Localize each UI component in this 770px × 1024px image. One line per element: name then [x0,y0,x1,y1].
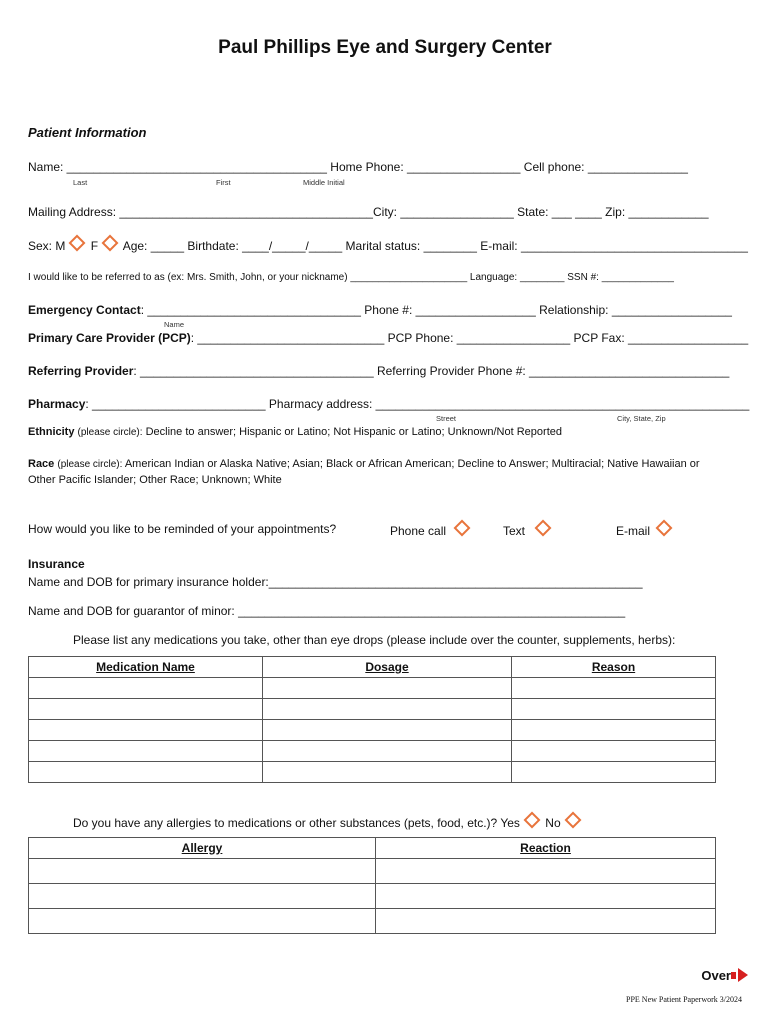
table-row [29,762,716,783]
reminder-email-option[interactable] [616,522,674,538]
footer-version: PPE New Patient Paperwork 3/2024 [626,995,742,1004]
medications-header-name: Medication Name [29,657,263,678]
reminder-email-label: E-mail [616,524,651,538]
medications-prompt: Please list any medications you take, other than eye drops (please include over the counter, supplements, herbs): [73,633,676,647]
allergies-yes-checkbox-icon[interactable] [523,812,540,829]
name-sublabel-first: First [216,178,231,187]
medication-name-cell[interactable] [29,720,263,741]
pharmacy-fields[interactable]: : __________________________ Pharmacy address: ________________________________________________________ [85,397,750,411]
reminder-question: How would you like to be reminded of your appointments? [28,522,337,536]
name-sublabel-middle: Middle Initial [303,178,345,187]
reminder-text-label: Text [503,524,526,538]
pharmacy-sublabel-street: Street [436,414,457,423]
medication-reason-cell[interactable] [512,762,716,783]
allergies-table [28,837,716,934]
race-note: (please circle): [57,459,123,470]
allergy-cell[interactable] [29,884,376,909]
pcp-fields[interactable]: : ____________________________ PCP Phone: _________________ PCP Fax: __________________ [190,331,749,345]
medication-dosage-cell[interactable] [263,762,512,783]
referring-provider-label: Referring Provider [28,364,134,378]
medications-table [28,656,716,783]
medication-reason-cell[interactable] [512,699,716,720]
medication-reason-cell[interactable] [512,678,716,699]
allergies-question-row [73,814,583,830]
medication-name-cell[interactable] [29,762,263,783]
referring-provider-row[interactable] [28,364,729,378]
medication-dosage-cell[interactable] [263,720,512,741]
page-title: Paul Phillips Eye and Surgery Center [218,37,552,58]
sex-label: Sex: M [28,239,66,253]
emergency-contact-label: Emergency Contact [28,303,141,317]
ethnicity-note: (please circle): [77,427,143,438]
medications-header-reason: Reason [512,657,716,678]
over-label: Over [701,968,731,983]
pharmacy-label: Pharmacy [28,397,86,411]
name-row[interactable]: Name: _______________________________________ Home Phone: _________________ Cell phone: _______________ [28,160,688,174]
medication-dosage-cell[interactable] [263,699,512,720]
arrow-right-icon [738,968,748,982]
allergies-header-reaction: Reaction [376,838,716,859]
sex-f-checkbox-icon[interactable] [102,235,119,252]
medication-dosage-cell[interactable] [263,741,512,762]
insurance-guarantor-row[interactable]: Name and DOB for guarantor of minor: __________________________________________________________ [28,604,626,618]
reminder-phone-checkbox-icon[interactable] [454,520,471,537]
table-row [29,884,716,909]
emergency-contact-fields[interactable]: : ________________________________ Phone #: __________________ Relationship: __________________ [140,303,732,317]
pharmacy-sublabel-city: City, State, Zip [617,414,666,423]
allergy-cell[interactable] [29,859,376,884]
table-row [29,720,716,741]
reminder-phone-option[interactable] [390,522,472,538]
reminder-text-checkbox-icon[interactable] [535,520,552,537]
table-row [29,859,716,884]
ethnicity-row[interactable] [28,426,562,438]
table-row [29,909,716,934]
referring-provider-fields[interactable]: : ___________________________________ Referring Provider Phone #: ______________________________ [133,364,730,378]
race-options-line1[interactable]: American Indian or Alaska Native; Asian; Black or African American; Decline to Answer; Multiracial; Native Hawaiian or [124,458,700,470]
pcp-row[interactable] [28,331,748,345]
reaction-cell[interactable] [376,859,716,884]
table-row [29,678,716,699]
medication-reason-cell[interactable] [512,741,716,762]
insurance-title: Insurance [28,557,85,571]
over-indicator [701,968,748,983]
reaction-cell[interactable] [376,909,716,934]
name-sublabel-last: Last [73,178,88,187]
race-options-line2[interactable]: Other Pacific Islander; Other Race; Unknown; White [28,474,282,486]
sex-age-row [28,237,748,253]
medications-header-dosage: Dosage [263,657,512,678]
allergies-no-checkbox-icon[interactable] [564,812,581,829]
medication-dosage-cell[interactable] [263,678,512,699]
table-row [29,741,716,762]
referred-to-row[interactable]: I would like to be referred to as (ex: Mrs. Smith, John, or your nickname) _____________________ Language: ________ SSN #: _____________ [28,272,674,283]
race-label: Race [28,458,55,470]
ethnicity-label: Ethnicity [28,426,75,438]
mailing-address-row[interactable]: Mailing Address: ______________________________________City: _________________ State: ___ ____ Zip: ____________ [28,205,709,219]
medication-name-cell[interactable] [29,678,263,699]
age-birthdate-email-fields[interactable]: Age: _____ Birthdate: ____/_____/_____ Marital status: ________ E-mail: __________________________________ [122,239,748,253]
ethnicity-options[interactable]: Decline to answer; Hispanic or Latino; Not Hispanic or Latino; Unknown/Not Reported [145,426,562,438]
emergency-contact-row[interactable] [28,303,732,317]
pcp-label: Primary Care Provider (PCP) [28,331,191,345]
medication-name-cell[interactable] [29,741,263,762]
allergy-cell[interactable] [29,909,376,934]
arrow-right-icon-bar [731,972,736,979]
reminder-email-checkbox-icon[interactable] [656,520,673,537]
emergency-sublabel-name: Name [164,320,185,329]
pharmacy-row[interactable] [28,397,749,411]
reaction-cell[interactable] [376,884,716,909]
medication-name-cell[interactable] [29,699,263,720]
allergies-no-label: No [545,816,561,830]
race-row[interactable] [28,458,700,470]
sex-m-checkbox-icon[interactable] [69,235,86,252]
allergies-question: Do you have any allergies to medications or other substances (pets, food, etc.)? Yes [73,816,520,830]
medication-reason-cell[interactable] [512,720,716,741]
reminder-text-option[interactable] [503,522,553,538]
allergies-header-allergy: Allergy [29,838,376,859]
table-row [29,699,716,720]
insurance-primary-row[interactable]: Name and DOB for primary insurance holder:________________________________________________________ [28,575,643,589]
sex-f-label: F [90,239,99,253]
section-patient-information: Patient Information [28,125,147,140]
reminder-phone-label: Phone call [390,524,447,538]
